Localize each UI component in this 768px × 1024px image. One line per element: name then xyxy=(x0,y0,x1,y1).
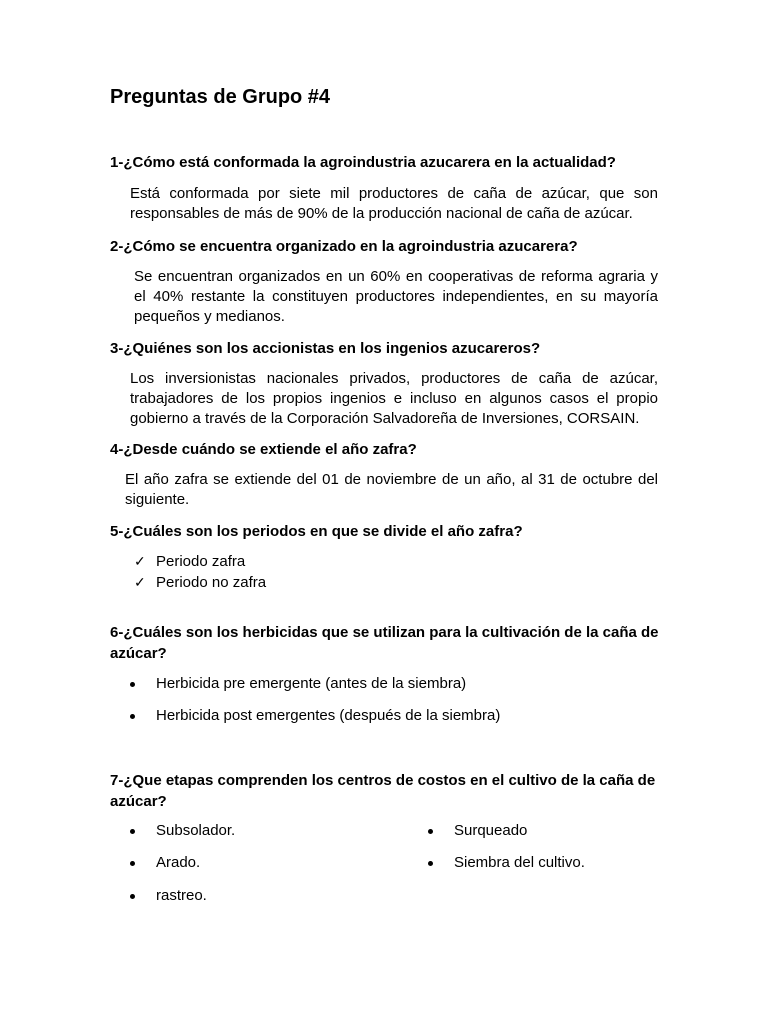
question-6: 6-¿Cuáles son los herbicidas que se utilizan para la cultivación de la caña de azúcar? xyxy=(110,624,659,662)
question-4: 4-¿Desde cuándo se extiende el año zafra? xyxy=(110,441,417,458)
bullet-icon xyxy=(130,894,135,899)
bullet-icon xyxy=(130,861,135,866)
bullet-icon xyxy=(130,682,135,687)
list-item: ✓ Periodo no zafra xyxy=(134,574,267,591)
answer-2: Se encuentran organizados en un 60% en cooperativas de reforma agraria y el 40% restante la constituyen productores independientes, en su mayoría pequeños y medianos. xyxy=(134,268,658,325)
question-5: 5-¿Cuáles son los periodos en que se divide el año zafra? xyxy=(110,523,523,540)
question-7: 7-¿Que etapas comprenden los centros de costos en el cultivo de la caña de azúcar? xyxy=(110,772,656,810)
check-icon: ✓ xyxy=(134,553,146,569)
question-2: 2-¿Cómo se encuentra organizado en la agroindustria azucarera? xyxy=(110,238,578,255)
herbicide-list: Herbicida pre emergente (antes de la siembra) Herbicida post emergentes (después de la siembra) xyxy=(130,0,730,1)
page-title: Preguntas de Grupo #4 xyxy=(110,86,331,108)
answer-3: Los inversionistas nacionales privados, productores de caña de azúcar, trabajadores de los propios ingenios e incluso en algunos casos el propio gobierno a través de la Corporación Salvadoreña de Inversiones, CORSAIN. xyxy=(130,370,658,427)
check-icon: ✓ xyxy=(134,574,146,590)
bullet-icon xyxy=(428,861,433,866)
bullet-icon xyxy=(130,714,135,719)
list-item: ✓ Periodo zafra xyxy=(134,553,246,570)
bullet-icon xyxy=(428,829,433,834)
period-list xyxy=(134,551,434,593)
question-1: 1-¿Cómo está conformada la agroindustria azucarera en la actualidad? xyxy=(110,154,616,171)
question-3: 3-¿Quiénes son los accionistas en los ingenios azucareros? xyxy=(110,340,541,357)
answer-4: El año zafra se extiende del 01 de noviembre de un año, al 31 de octubre del siguiente. xyxy=(125,471,658,508)
cost-stage-list: Subsolador. Arado. rastreo. Surqueado Siembra del cultivo. xyxy=(130,0,730,1)
bullet-icon xyxy=(130,829,135,834)
answer-1: Está conformada por siete mil productores de caña de azúcar, que son responsables de más de 90% de la producción nacional de caña de azúcar. xyxy=(130,185,658,222)
